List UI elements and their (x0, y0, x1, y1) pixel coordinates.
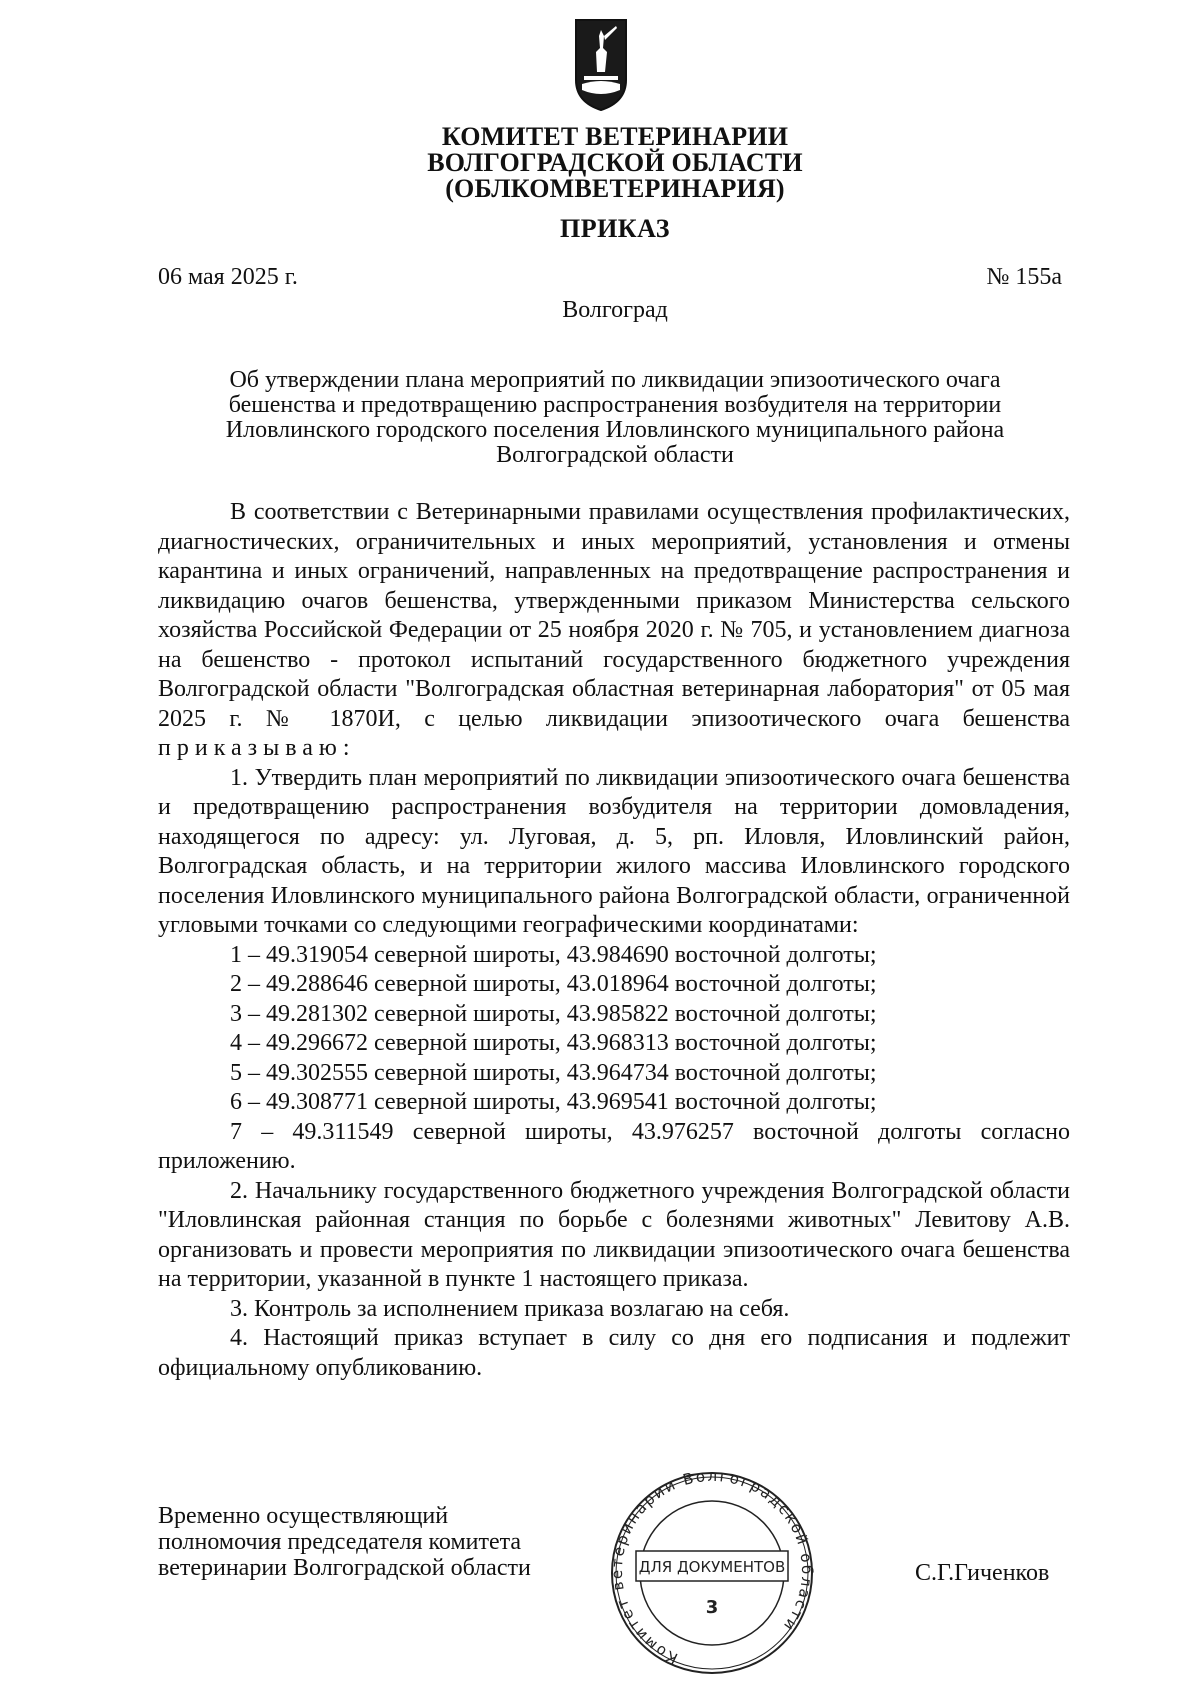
signer-position-line-2: полномочия председателя комитета (158, 1529, 522, 1555)
coordinate-item: 3 – 49.281302 северной широты, 43.985822 восточной долготы; (230, 1000, 877, 1027)
signer-position (158, 1503, 531, 1581)
coordinate-item: 4 – 49.296672 северной широты, 43.968313 восточной долготы; (230, 1030, 877, 1056)
item-2-paragraph: 2. Начальнику государственного бюджетного учреждения Волгоградской области "Иловлинская районная станция по борьбе с болезнями животных" Левитову А.В. организовать и провести мероприятия по ликвидации эпизоотического очага бешенства на территории, указанной в пункте 1 настоящего приказа. (158, 1177, 1070, 1292)
org-line-3: (ОБЛКОМВЕТЕРИНАРИЯ) (445, 174, 785, 203)
item-1-paragraph: 1. Утвердить план мероприятий по ликвидации эпизоотического очага бешенства и предотвращению распространения возбудителя на территории домовладения, находящегося по адресу: ул. Луговая, д. 5, рп. Иловля, Иловлинский район, Волгоградская область, и на территории жилого массива Иловлинского городского поселения Иловлинского муниципального района Волгоградской области, ограниченной угловыми точками со следующими географическими координатами: (158, 764, 1070, 938)
official-stamp (606, 1463, 818, 1683)
organization-name (0, 124, 1200, 202)
document-date: 06 мая 2025 г. (158, 264, 298, 290)
document-type: ПРИКАЗ (559, 214, 671, 243)
signer-position-line-1: Временно осуществляющий (158, 1503, 449, 1529)
coordinate-item: 1 – 49.319054 северной широты, 43.984690 восточной долготы; (230, 941, 877, 968)
coordinate-item: 2 – 49.288646 северной широты, 43.018964 восточной долготы; (230, 971, 877, 997)
title-line-3: Иловлинского городского поселения Иловлинского муниципального района (225, 417, 1005, 443)
document-body (158, 498, 1070, 1383)
document-city: Волгоград (562, 297, 668, 323)
order-word: приказываю: (158, 735, 356, 761)
signer-position-line-3: ветеринарии Волгоградской области (158, 1555, 531, 1581)
title-line-1: Об утверждении плана мероприятий по ликвидации эпизоотического очага (229, 367, 1001, 393)
coordinate-item: 5 – 49.302555 северной широты, 43.964734 восточной долготы; (230, 1059, 877, 1086)
coordinate-item: 6 – 49.308771 северной широты, 43.969541 восточной долготы; (230, 1089, 877, 1115)
document-number: № 155а (986, 264, 1062, 290)
coat-of-arms-icon (574, 18, 628, 112)
coordinate-item: 7 – 49.311549 северной широты, 43.976257 восточной долготы согласно приложению. (158, 1118, 1070, 1174)
title-line-2: бешенства и предотвращению распространения возбудителя на территории (228, 392, 1002, 418)
title-line-4: Волгоградской области (496, 442, 734, 468)
preamble-paragraph: В соответствии с Ветеринарными правилами осуществления профилактических, диагностических, ограничительных и иных мероприятий, установления и отмены карантина и иных ограничений, направленных на предотвращение распространения и ликвидацию очагов бешенства, утвержденными приказом Министерства сельского хозяйства Российской Федерации от 25 ноября 2020 г. № 705, и установлением диагноза на бешенство - протокол испытаний государственного бюджетного учреждения Волгоградской области "Волгоградская областная ветеринарная лаборатория" от 05 мая 2025 г. № 1870И, с целью ликвидации эпизоотического очага бешенства (158, 499, 1070, 732)
document-title (160, 368, 1070, 468)
item-4-paragraph: 4. Настоящий приказ вступает в силу со дня его подписания и подлежит официальному опубликованию. (158, 1325, 1070, 1381)
org-line-1: КОМИТЕТ ВЕТЕРИНАРИИ (441, 122, 789, 151)
stamp-ring-text: Комитет ветеринарии Волгоградской области (607, 1466, 817, 1668)
stamp-number: 3 (705, 1597, 719, 1618)
item-3-paragraph: 3. Контроль за исполнением приказа возлагаю на себя. (230, 1295, 790, 1322)
stamp-center-text: ДЛЯ ДОКУМЕНТОВ (638, 1558, 786, 1576)
signer-name: С.Г.Гиченков (915, 1560, 1050, 1586)
org-line-2: ВОЛГОГРАДСКОЙ ОБЛАСТИ (427, 148, 803, 177)
